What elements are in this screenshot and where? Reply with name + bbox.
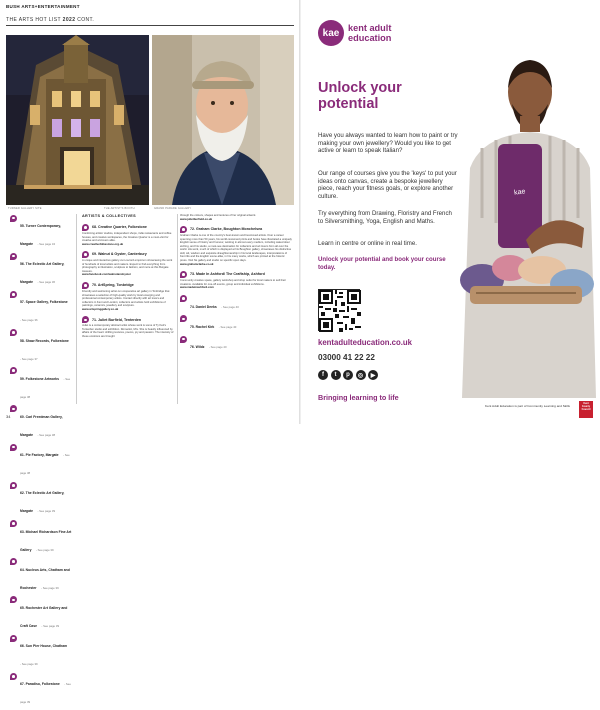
gallery-title: 56. The Eclectic Art Gallery, Margate xyxy=(20,262,65,285)
map-pin-icon xyxy=(10,482,17,489)
gallery-page: - See page 38 xyxy=(37,432,56,437)
gallery-page: - See page 39 xyxy=(41,623,59,628)
facebook-icon[interactable]: f xyxy=(318,370,328,380)
gallery-title: 66. Sun Pier House, Chatham xyxy=(20,644,68,649)
listing-entry xyxy=(180,271,292,290)
entry-url[interactable]: www.creativefolkestone.org.uk xyxy=(82,241,124,246)
map-pin-icon xyxy=(10,253,17,260)
map-pin-icon xyxy=(10,520,17,527)
entry-title: 69. Walnut & Oyster, Canterbury xyxy=(92,252,147,257)
entry-url[interactable]: www.madeinashford.com xyxy=(180,285,214,290)
artist-portrait-photo xyxy=(152,35,294,205)
entry-url[interactable]: www.julietburfield.co.uk xyxy=(180,216,213,221)
list-item xyxy=(10,214,72,250)
map-pin-icon xyxy=(10,291,17,298)
entry-body: through the colours, shapes and textures of her original artwork. xyxy=(180,214,257,217)
list-item xyxy=(10,405,72,441)
listing-entry-continued xyxy=(180,214,292,221)
kae-logo xyxy=(318,20,391,46)
entry-url[interactable]: www.grahamclarke.co.uk xyxy=(180,261,214,266)
entry-body: Graham Clarke is one of the country's best-known and best-loved artists. Over a career spanning more than 50 years, his world-renowned prints and books have illustrated a uniquely English sense of history and humour, working in almost every medium, including watercolour etching, and his studio, a must-see destination for collectors and art lovers from all over the world. His work, much of which is displayed at his Boughton gallery, showcases his distinctive skill, wit, wisdom and exquisite draughtsmanship in his local landscapes, interpretations of Kent life and the English scene alike, in his many works, which are printed at the historic press. Visit his gallery and studio on specific open days. xyxy=(180,234,292,262)
logo-text xyxy=(348,23,391,43)
gallery-building-illustration xyxy=(6,35,149,205)
artist-portrait-illustration xyxy=(152,35,294,205)
map-pin-icon xyxy=(10,444,17,451)
gallery-title: 57. Space Gallery, Folkestone xyxy=(20,300,68,305)
list-item xyxy=(10,596,72,632)
advert-footnote: Kent Adult Education is part of Community Learning and Skills xyxy=(485,404,570,408)
listing-entry xyxy=(82,316,174,338)
page-header xyxy=(6,17,94,23)
instagram-icon[interactable]: ◎ xyxy=(356,370,366,380)
gallery-page: - See page 38 xyxy=(20,453,70,476)
gallery-title: 61. Pie Factory, Margate xyxy=(20,453,59,458)
list-item xyxy=(10,520,72,556)
svg-text:kae: kae xyxy=(513,188,526,197)
gallery-title: 55. Turner Contemporary, Margate xyxy=(20,224,61,246)
gallery-title: 63. Michael Richardson Fine Art Gallery xyxy=(20,529,72,552)
column-divider xyxy=(76,214,77,404)
listings-column-right xyxy=(180,214,292,355)
entry-body: Combining artists' studios, independent shops, indie restaurants and coffee houses, and creative workspaces, the Creative Quarter is a must-visit for creative and art-lovers alike. xyxy=(82,232,172,243)
entry-title: 70. ArtSpring, Tonbridge xyxy=(92,283,134,288)
entry-body: Juliet is a contemporary abstract artist whose work is some of Ty Keit's Tenterden studio and exhibition. Romantic, Mrs. She is heavily influenced by affairs of the heart: shifting textures, poems, joy and passion. The intensity of these emotions are brought xyxy=(82,324,174,338)
map-pin-icon xyxy=(10,635,17,642)
website-link[interactable]: kentadulteducation.co.uk xyxy=(318,338,413,347)
gallery-title: 76. Wildz xyxy=(190,345,205,350)
advert-paragraph-3: Try everything from Drawing, Floristry and French to Silversmithing, Yoga, English and Maths. xyxy=(318,210,452,225)
advert-headline: Unlock your potential xyxy=(318,80,402,112)
map-pin-icon xyxy=(10,673,17,680)
advert-model-photo xyxy=(452,48,596,398)
header-divider xyxy=(6,25,294,26)
map-pin-icon xyxy=(82,316,89,323)
entry-body: Friendly and welcoming artist-run cooperative art gallery in Tonbridge that showcases a selection of high-quality work by local emerging and professional contemporary artists. Contact directly with art lovers and collectors in Kent and London; collectors and artists hold exhibitions of paintings, ceramics, jewellery and sculpture. xyxy=(82,290,170,308)
phone-number[interactable]: 03000 41 22 22 xyxy=(318,353,375,362)
gallery-page: - See page 40 xyxy=(221,304,239,309)
map-pin-icon xyxy=(10,329,17,336)
list-item xyxy=(10,329,72,365)
list-item xyxy=(10,481,72,517)
gallery-title: 62. The Eclectic Art Gallery, Margate xyxy=(20,491,65,514)
qr-code[interactable] xyxy=(318,289,360,331)
entry-url[interactable]: www.artspringgallery.co.uk xyxy=(82,306,119,311)
gallery-page: - See page 36 xyxy=(20,318,38,323)
listing-entry xyxy=(82,282,174,311)
page-number: 34 xyxy=(6,414,11,419)
entry-url[interactable]: www.facebook.com/walnutandoyster xyxy=(82,272,132,277)
map-pin-icon xyxy=(10,215,17,222)
map-pin-icon xyxy=(10,596,17,603)
section-label: BUSH ARTS+ENTERTAINMENT xyxy=(6,4,80,9)
gallery-title: 59. Folkestone Artworks xyxy=(20,376,60,381)
gallery-building-photo xyxy=(6,35,149,205)
entry-title: 71. Juliet Burfield, Tenterden xyxy=(92,317,142,322)
gallery-page: - See page 36 xyxy=(37,280,56,285)
map-pin-icon xyxy=(10,367,17,374)
entry-title: 72. Graham Clarke, Boughton Monchelsea xyxy=(190,227,263,232)
entry-title: 68. Creative Quarter, Folkestone xyxy=(92,225,147,230)
artists-collectives-column xyxy=(82,214,174,344)
gallery-page: - See page 40 xyxy=(208,345,227,350)
twitter-icon[interactable]: t xyxy=(331,370,341,380)
gallery-page: - See page 37 xyxy=(20,356,38,361)
header-title: THE ARTS HOT LIST xyxy=(6,17,61,23)
gallery-page: - See page 34 xyxy=(37,242,56,246)
gallery-page: - See page 39 xyxy=(20,662,38,667)
gallery-list xyxy=(10,214,72,710)
gallery-page: - See page 40 xyxy=(218,324,237,329)
list-item xyxy=(10,252,72,288)
pinterest-icon[interactable]: p xyxy=(343,370,353,380)
photo-caption-1: TURNER GALLERY SITE xyxy=(8,207,42,210)
entry-body: Community creative space, gallery workshop and shop outlet for local makers to sell their creations. Available for one-off events, group and individual exhibitions. xyxy=(180,279,286,286)
entry-body: A unique and interactive gallery-cum-record emporium showcasing the work of hundreds of local artists and makers. Expect to find everything from photography to illustration, sculpture to fashion, and more at this Burgate treasure. xyxy=(82,259,173,273)
list-item xyxy=(180,295,292,313)
map-pin-icon xyxy=(180,315,187,322)
list-item xyxy=(10,634,72,670)
entry-title: 73. Made In Ashford/ The Craftship, Ashford xyxy=(190,272,265,277)
advert-paragraph-2: Our range of courses give you the 'keys' to put your ideas onto canvas, create a bespoke jewellery piece, reach your fitness goals, or explore another culture. xyxy=(318,170,457,201)
gallery-title: 64. Nucleus Arts, Chatham and Rochester xyxy=(20,567,70,590)
map-pin-icon xyxy=(10,558,17,565)
listing-entry xyxy=(180,226,292,266)
list-item xyxy=(10,443,72,479)
section-heading: ARTISTS & COLLECTIVES xyxy=(82,214,136,218)
list-item xyxy=(10,290,72,326)
map-pin-icon xyxy=(180,226,187,233)
gallery-page: - See page 39 xyxy=(41,585,59,590)
model-illustration xyxy=(452,48,596,398)
gallery-page: - See page 38 xyxy=(20,376,71,399)
listing-entry xyxy=(82,224,174,246)
header-year: 2022 xyxy=(62,17,76,23)
list-item xyxy=(180,315,292,333)
advert-call-to-action: Unlock your potential and book your course today. xyxy=(318,256,446,271)
social-icons xyxy=(318,370,381,380)
advert-paragraph-4: Learn in centre or online in real time. xyxy=(318,240,417,247)
photo-caption-3: GRAND PARADE GALLERY xyxy=(154,207,192,210)
map-pin-icon xyxy=(82,251,89,258)
listing-entry xyxy=(82,251,174,277)
gallery-title: 67. Paradiso, Folkestone xyxy=(20,682,60,687)
list-item xyxy=(10,672,72,708)
map-pin-icon xyxy=(10,405,17,412)
gallery-page: - See page 39 xyxy=(35,547,54,552)
list-item xyxy=(10,558,72,594)
logo-mark: kae xyxy=(318,20,344,46)
photo-caption-2: THE ARTIST'S BOOTH xyxy=(104,207,135,210)
page-spine xyxy=(299,0,301,424)
gallery-title: 75. Rachel Kirk xyxy=(190,324,215,329)
advert-tagline: Bringing learning to life xyxy=(318,393,399,402)
advert-paragraph-1: Have you always wanted to learn how to paint or try making your own jewellery? Would you like to get active or learn to speak Italian? xyxy=(318,132,458,155)
map-pin-icon xyxy=(180,271,187,278)
map-pin-icon xyxy=(180,336,187,343)
header-subtitle: CONT. xyxy=(77,17,95,23)
logo-line-1: kent adult xyxy=(348,23,392,33)
map-pin-icon xyxy=(82,282,89,289)
council-badge: Kent County Council xyxy=(579,401,593,418)
gallery-title: 74. Daniel Deeks xyxy=(190,304,217,309)
logo-line-2: education xyxy=(348,33,392,43)
map-pin-icon xyxy=(180,295,187,302)
list-item xyxy=(10,367,72,403)
gallery-page: - See page 39 xyxy=(37,509,56,514)
gallery-title: 60. Carl Freedman Gallery, Margate xyxy=(20,414,63,437)
qr-code-pattern xyxy=(319,290,361,332)
gallery-page: - See page 39 xyxy=(20,682,71,705)
column-divider xyxy=(177,214,178,404)
list-item xyxy=(180,335,292,353)
youtube-icon[interactable]: ▶ xyxy=(368,370,378,380)
map-pin-icon xyxy=(82,224,89,231)
gallery-title: 65. Rochester Art Gallery and Craft Case xyxy=(20,605,68,628)
gallery-title: 58. Shaw Records, Folkestone xyxy=(20,338,69,343)
